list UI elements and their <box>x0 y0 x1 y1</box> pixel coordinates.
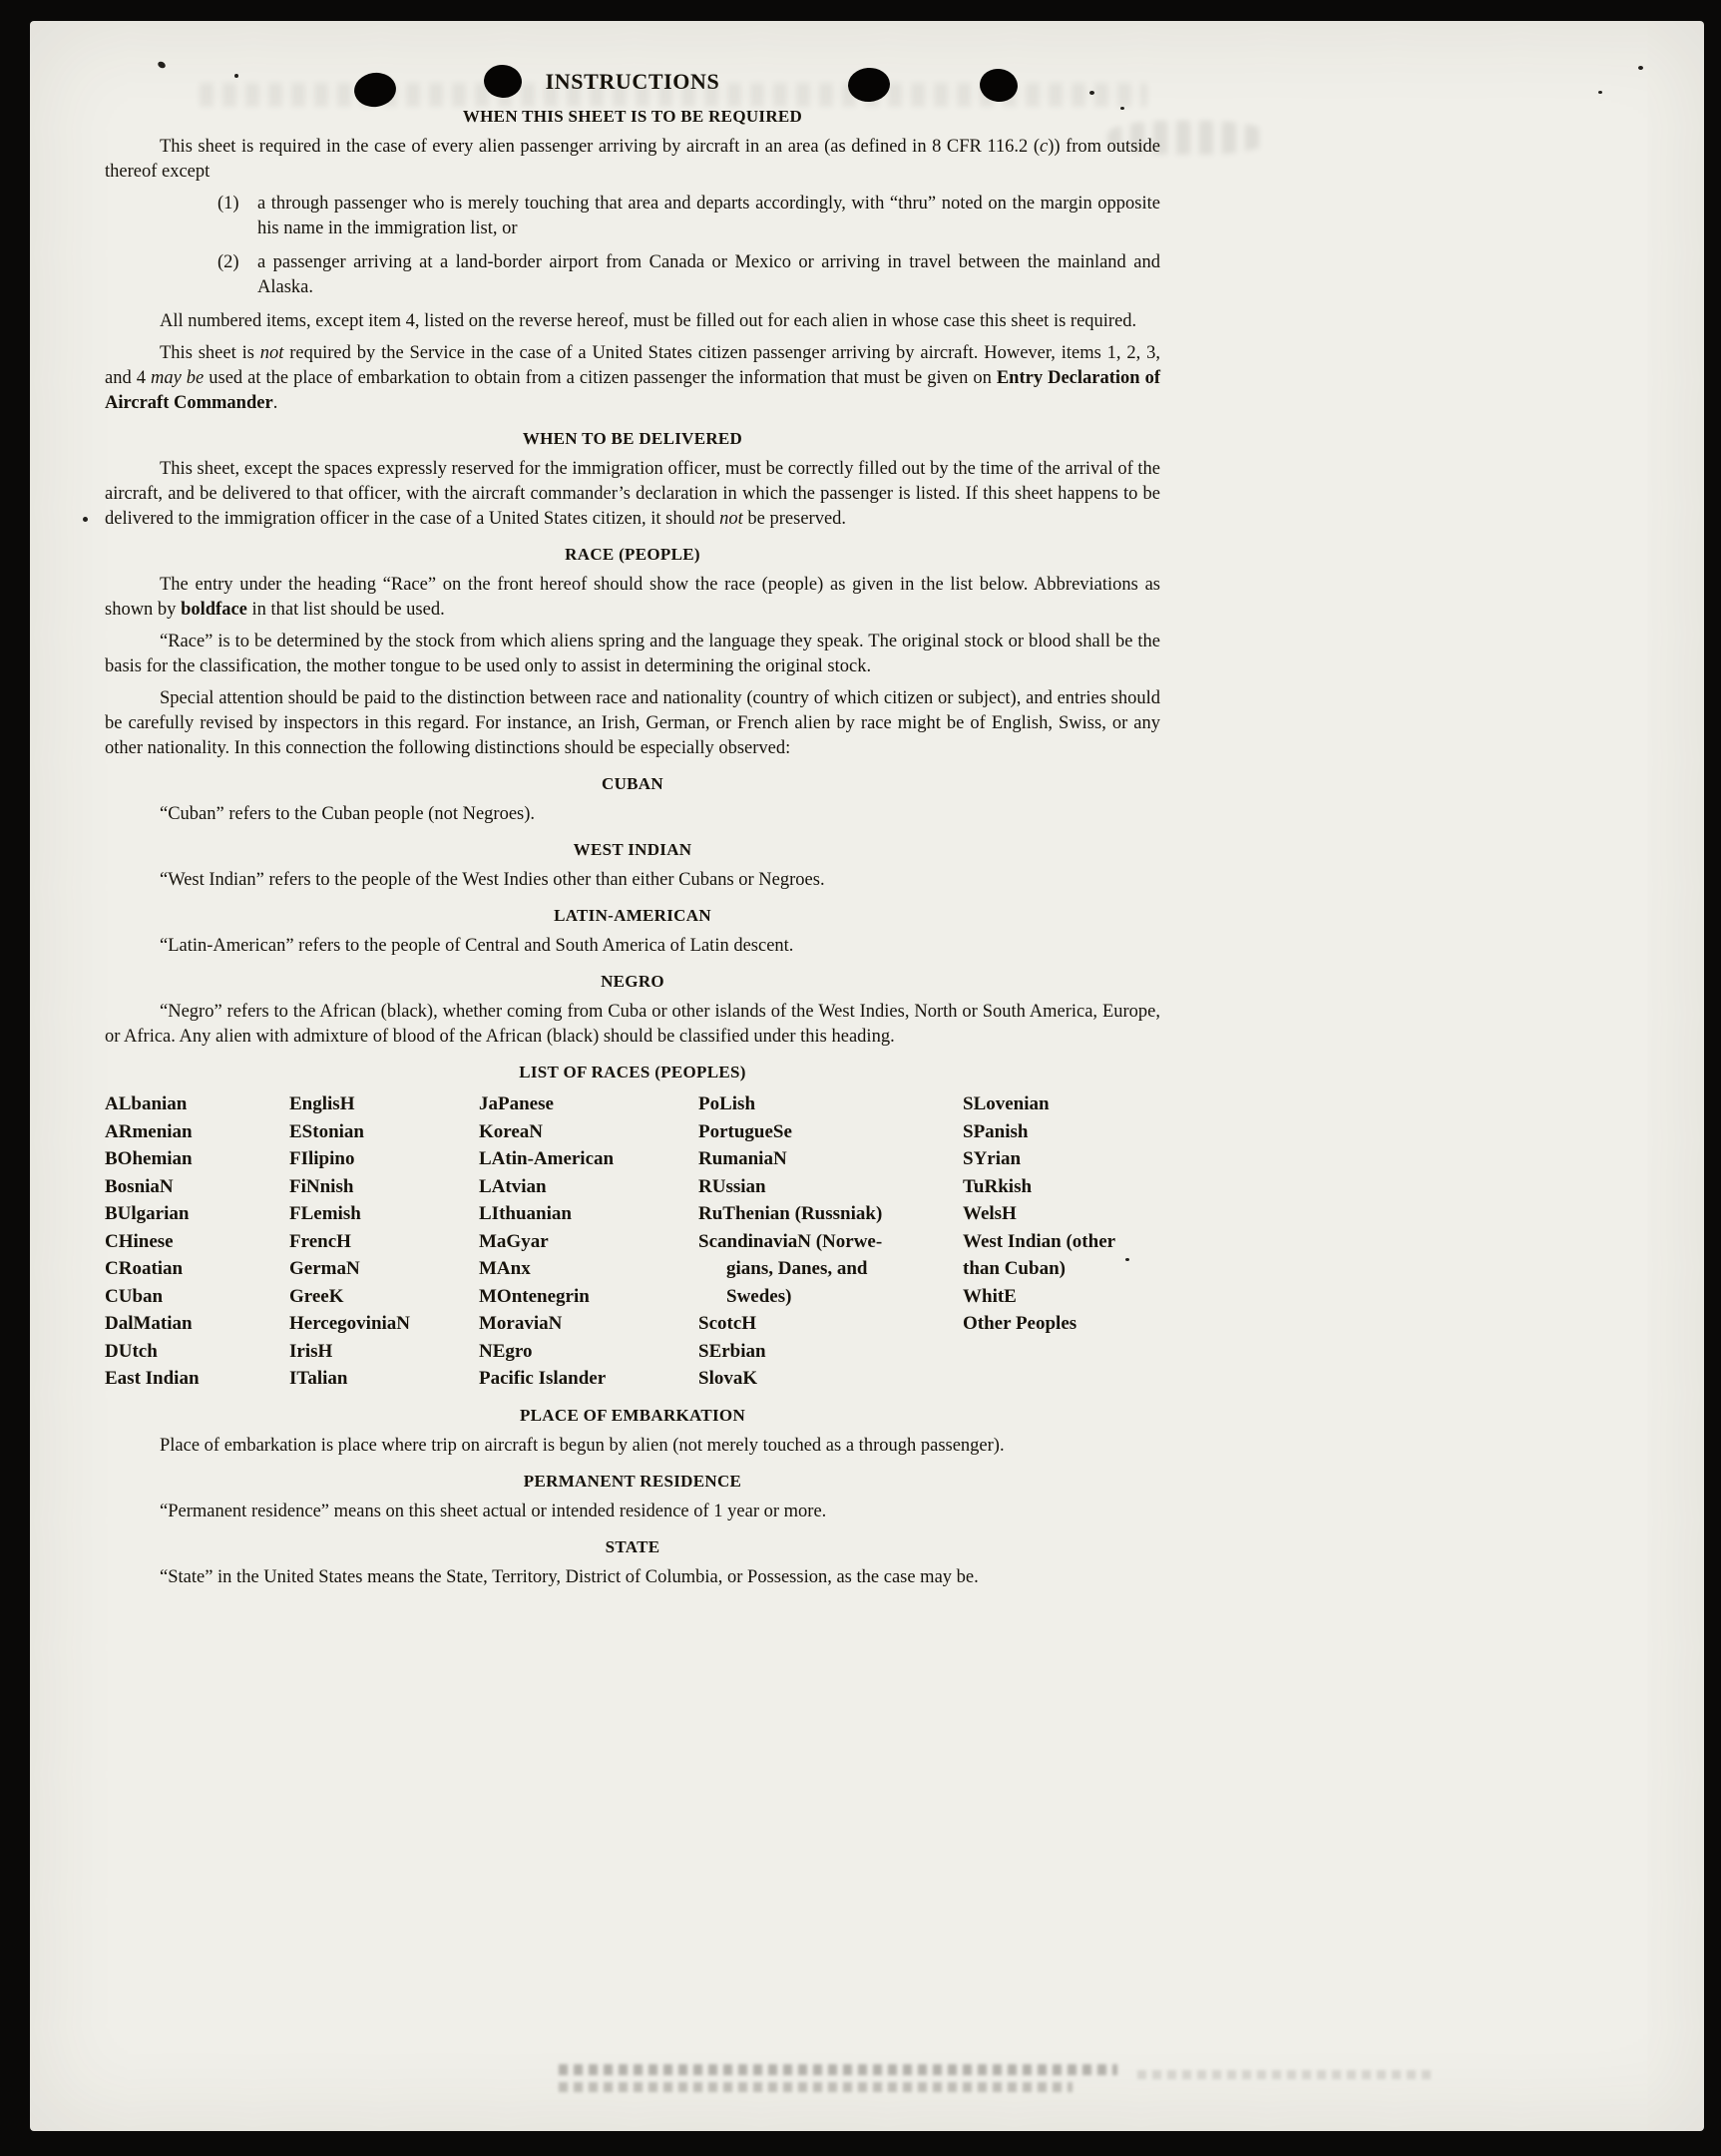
race-item: TuRkish <box>963 1175 1033 1197</box>
race-item: GreeK <box>289 1285 344 1307</box>
race-item: SPanish <box>963 1120 1029 1142</box>
race-column-5 <box>963 1090 1160 1393</box>
race-item: FLemish <box>289 1203 361 1224</box>
text-segment-italic: not <box>719 509 743 529</box>
text-segment: The entry under the heading “Race” on the front hereof should show the race (people) as given in the list below. Abbreviations as shown by <box>105 575 1160 620</box>
race-item: IrisH <box>289 1340 333 1362</box>
section-heading-when-delivered: WHEN TO BE DELIVERED <box>522 429 743 448</box>
item-text: a through passenger who is merely touching that area and departs accordingly, with “thru” noted on the margin opposite his name in the immigration list, or <box>257 194 1160 238</box>
text-segment: . <box>272 393 278 413</box>
race-item: ALbanian <box>105 1093 188 1114</box>
race-item: FIlipino <box>289 1148 355 1169</box>
race-item: East Indian <box>105 1368 200 1389</box>
race-item-continuation: gians, Danes, and <box>726 1258 868 1279</box>
race-item: KoreaN <box>479 1120 544 1142</box>
text-segment-italic: not <box>259 343 284 363</box>
race-item: LAtvian <box>479 1175 547 1197</box>
race-item: SLovenian <box>963 1093 1050 1114</box>
item-number: (1) <box>217 194 239 214</box>
race-item: LAtin-American <box>479 1148 615 1169</box>
race-item: West Indian (other <box>963 1230 1116 1252</box>
race-item: EStonian <box>289 1120 364 1142</box>
paragraph-not-required <box>105 341 1160 416</box>
race-item: HercegoviniaN <box>289 1313 411 1334</box>
text-segment: in that list should be used. <box>246 600 445 620</box>
bleed-through-footer-line <box>1137 2070 1437 2079</box>
text-segment: required by the Service in the case of a United States citizen passenger arriving by aircraft. However, items 1, 2, 3, and 4 <box>105 343 1160 388</box>
race-item: PortugueSe <box>698 1120 792 1142</box>
race-item: ScotcH <box>698 1313 757 1334</box>
race-item: CHinese <box>105 1230 174 1252</box>
item-number: (2) <box>217 252 239 272</box>
race-column-1 <box>105 1090 289 1393</box>
race-item: FrencH <box>289 1230 351 1252</box>
document-content <box>105 69 1160 1597</box>
race-item: CUban <box>105 1285 164 1307</box>
race-item-continuation: Swedes) <box>726 1285 792 1307</box>
race-item: MOntenegrin <box>479 1285 590 1307</box>
paragraph-state: “State” in the United States means the State, Territory, District of Columbia, or Possession, as the case may be. <box>160 1566 979 1587</box>
paragraph-all-items: All numbered items, except item 4, listed on the reverse hereof, must be filled out for each alien in whose case this sheet is required. <box>160 311 1137 331</box>
race-item: RUssian <box>698 1175 766 1197</box>
race-item: WelsH <box>963 1203 1017 1224</box>
paragraph-race-entry <box>105 573 1160 623</box>
text-segment: be preserved. <box>742 509 847 529</box>
race-item: EnglisH <box>289 1093 355 1114</box>
paragraph-embarkation: Place of embarkation is place where trip on aircraft is begun by alien (not merely touched as a through passenger). <box>160 1435 1005 1456</box>
race-column-4 <box>698 1090 963 1393</box>
race-item: PoLish <box>698 1093 756 1114</box>
race-item: MoraviaN <box>479 1313 563 1334</box>
race-item: LIthuanian <box>479 1203 572 1224</box>
race-item: NEgro <box>479 1340 533 1362</box>
section-heading-permanent-residence: PERMANENT RESIDENCE <box>523 1471 742 1491</box>
race-item: Other Peoples <box>963 1313 1077 1334</box>
race-item: ScandinaviaN (Norwe- <box>698 1230 883 1252</box>
scan-speck <box>1598 91 1602 94</box>
race-item: Pacific Islander <box>479 1368 607 1389</box>
item-text: a passenger arriving at a land-border airport from Canada or Mexico or arriving in travel between the mainland and Alaska. <box>257 252 1160 297</box>
text-segment: This sheet is required in the case of every alien passenger arriving by aircraft in an area (as defined in 8 CFR 116.2 ( <box>160 137 1040 157</box>
race-item: RumaniaN <box>698 1148 787 1169</box>
paragraph-delivered <box>105 457 1160 532</box>
text-segment: This sheet is <box>160 343 260 363</box>
paragraph-negro: “Negro” refers to the African (black), whether coming from Cuba or other islands of the West Indies, North or South America, Europe, or Africa. Any alien with admixture of blood of the African (black) should be classified under this heading. <box>105 1002 1160 1047</box>
section-heading-cuban: CUBAN <box>602 774 663 793</box>
race-item: MAnx <box>479 1258 531 1279</box>
scan-speck <box>83 517 88 522</box>
paragraph-race-determined: “Race” is to be determined by the stock from which aliens spring and the language they speak. The original stock or blood shall be the basis for the classification, the mother tongue to be used only to assist in determining the original stock. <box>105 632 1160 676</box>
section-heading-place-of-embarkation: PLACE OF EMBARKATION <box>519 1405 746 1425</box>
race-item: SYrian <box>963 1148 1022 1169</box>
paragraph-cuban: “Cuban” refers to the Cuban people (not Negroes). <box>160 804 536 824</box>
text-segment-bold: boldface <box>181 600 247 620</box>
numbered-item-1 <box>105 192 1160 241</box>
race-item: ITalian <box>289 1368 348 1389</box>
race-item: WhitE <box>963 1285 1017 1307</box>
paragraph-west-indian: “West Indian” refers to the people of the West Indies other than either Cubans or Negroes. <box>160 870 825 890</box>
text-segment-italic: may be <box>150 368 205 388</box>
paragraph-residence: “Permanent residence” means on this sheet actual or intended residence of 1 year or more. <box>160 1501 827 1521</box>
section-heading-list-of-races: LIST OF RACES (PEOPLES) <box>519 1063 746 1081</box>
text-segment: This sheet, except the spaces expressly reserved for the immigration officer, must be correctly filled out by the time of the arrival of the aircraft, and be delivered to that officer, with the aircraft commander’s declaration in which the passenger is listed. If this sheet happens to be delivered to the immigration officer in the case of a United States citizen, it should <box>105 459 1160 529</box>
text-segment: )) from outside thereof except <box>105 137 1160 182</box>
race-item: BUlgarian <box>105 1203 190 1224</box>
race-item: GermaN <box>289 1258 360 1279</box>
race-list <box>105 1090 1160 1393</box>
text-segment-italic: c <box>1040 137 1049 157</box>
race-item: BosniaN <box>105 1175 174 1197</box>
race-item: ARmenian <box>105 1120 193 1142</box>
paragraph-sheet-required <box>105 135 1160 185</box>
race-item: DalMatian <box>105 1313 193 1334</box>
bleed-through-footer-line <box>559 2064 1117 2075</box>
race-item: RuThenian (Russniak) <box>698 1203 883 1224</box>
section-heading-west-indian: WEST INDIAN <box>573 840 692 859</box>
bleed-through-footer-line <box>559 2082 1073 2092</box>
page-title: INSTRUCTIONS <box>545 69 720 94</box>
race-item: FiNnish <box>289 1175 354 1197</box>
race-item: JaPanese <box>479 1093 554 1114</box>
numbered-item-2 <box>105 250 1160 300</box>
text-segment-bold: Entry Declaration of Aircraft Commander <box>105 368 1160 413</box>
section-heading-when-required: WHEN THIS SHEET IS TO BE REQUIRED <box>462 107 803 126</box>
section-heading-negro: NEGRO <box>601 972 664 991</box>
race-item: CRoatian <box>105 1258 184 1279</box>
paragraph-race-nationality: Special attention should be paid to the distinction between race and nationality (country of which citizen or subject), and entries should be carefully revised by inspectors in this regard. For instance, an Irish, German, or French alien by race might be of English, Swiss, or any other nationality. In this connection the following distinctions should be especially observed: <box>105 688 1160 758</box>
section-heading-state: STATE <box>605 1536 660 1556</box>
section-heading-latin-american: LATIN-AMERICAN <box>554 906 711 925</box>
race-column-3 <box>479 1090 698 1393</box>
text-segment: used at the place of embarkation to obtain from a citizen passenger the information that must be given on <box>204 368 997 388</box>
race-item: MaGyar <box>479 1230 549 1252</box>
scan-speck <box>1638 66 1643 70</box>
race-item: SlovaK <box>698 1368 758 1389</box>
race-item: DUtch <box>105 1340 158 1362</box>
race-item-continuation: than Cuban) <box>963 1258 1066 1279</box>
race-item: SErbian <box>698 1340 766 1362</box>
paragraph-latin-american: “Latin-American” refers to the people of Central and South America of Latin descent. <box>160 936 794 956</box>
race-item: BOhemian <box>105 1148 193 1169</box>
section-heading-race: RACE (PEOPLE) <box>565 545 700 564</box>
race-column-2 <box>289 1090 479 1393</box>
document-sheet <box>30 21 1704 2131</box>
